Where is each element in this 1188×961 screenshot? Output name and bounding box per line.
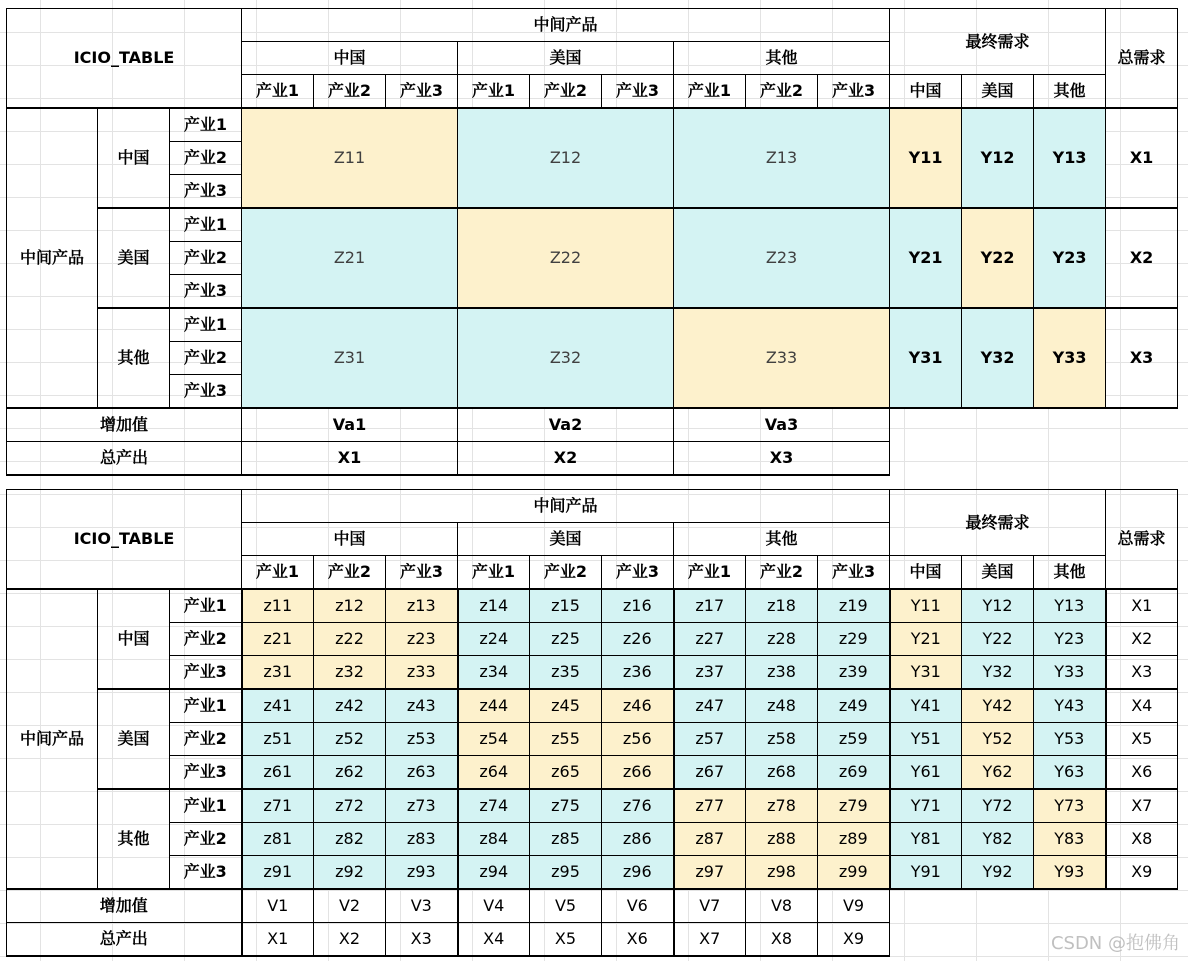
z-cell: z37 xyxy=(674,656,746,690)
industry-header: 产业2 xyxy=(746,75,818,109)
value-added-label: 增加值 xyxy=(7,408,242,442)
total-demand-header: 总需求 xyxy=(1106,490,1178,590)
total-output-label: 总产出 xyxy=(7,923,242,957)
z-cell: z31 xyxy=(242,656,314,690)
final-demand-cell: Y72 xyxy=(962,789,1034,823)
z-cell: z28 xyxy=(746,623,818,656)
value-added-cell: V4 xyxy=(458,889,530,923)
z-block: Z11 xyxy=(242,108,458,208)
z-cell: z16 xyxy=(602,589,674,623)
z-cell: z52 xyxy=(314,723,386,756)
final-demand-cell: Y91 xyxy=(890,856,962,890)
z-cell: z69 xyxy=(818,756,890,790)
total-output-cell: X4 xyxy=(458,923,530,957)
total-demand-cell: X8 xyxy=(1106,823,1178,856)
row-industry-label: 产业1 xyxy=(170,308,242,342)
final-demand-header: 最终需求 xyxy=(890,9,1106,75)
value-added-cell: V1 xyxy=(242,889,314,923)
final-demand-cell: Y62 xyxy=(962,756,1034,790)
z-cell: z68 xyxy=(746,756,818,790)
total-output-cell: X1 xyxy=(242,442,458,476)
z-cell: z33 xyxy=(386,656,458,690)
final-demand-cell: Y32 xyxy=(962,308,1034,408)
final-demand-cell: Y33 xyxy=(1034,656,1106,690)
z-cell: z24 xyxy=(458,623,530,656)
z-cell: z72 xyxy=(314,789,386,823)
z-cell: z65 xyxy=(530,756,602,790)
value-added-cell: V7 xyxy=(674,889,746,923)
final-demand-cell: Y42 xyxy=(962,689,1034,723)
final-demand-cell: Y11 xyxy=(890,589,962,623)
z-cell: z92 xyxy=(314,856,386,890)
z-cell: z18 xyxy=(746,589,818,623)
row-industry-label: 产业1 xyxy=(170,689,242,723)
z-cell: z19 xyxy=(818,589,890,623)
final-demand-cell: Y32 xyxy=(962,656,1034,690)
total-demand-cell: X2 xyxy=(1106,208,1178,308)
final-demand-cell: Y43 xyxy=(1034,689,1106,723)
row-country-label: 美国 xyxy=(98,208,170,308)
final-demand-cell: Y21 xyxy=(890,208,962,308)
z-cell: z56 xyxy=(602,723,674,756)
country-header: 美国 xyxy=(458,42,674,75)
z-cell: z97 xyxy=(674,856,746,890)
z-cell: z48 xyxy=(746,689,818,723)
z-cell: z78 xyxy=(746,789,818,823)
intermediate-header: 中间产品 xyxy=(242,490,890,523)
row-country-label: 美国 xyxy=(98,689,170,789)
z-block: Z23 xyxy=(674,208,890,308)
z-cell: z38 xyxy=(746,656,818,690)
row-industry-label: 产业3 xyxy=(170,856,242,890)
final-demand-cell: Y22 xyxy=(962,208,1034,308)
final-demand-cell: Y41 xyxy=(890,689,962,723)
final-demand-cell: Y23 xyxy=(1034,208,1106,308)
total-output-label: 总产出 xyxy=(7,442,242,476)
z-block: Z21 xyxy=(242,208,458,308)
z-cell: z96 xyxy=(602,856,674,890)
total-output-cell: X5 xyxy=(530,923,602,957)
total-demand-cell: X6 xyxy=(1106,756,1178,790)
total-output-cell: X2 xyxy=(314,923,386,957)
z-cell: z27 xyxy=(674,623,746,656)
total-demand-header: 总需求 xyxy=(1106,9,1178,109)
z-cell: z15 xyxy=(530,589,602,623)
z-cell: z36 xyxy=(602,656,674,690)
z-cell: z23 xyxy=(386,623,458,656)
final-demand-cell: Y93 xyxy=(1034,856,1106,890)
z-cell: z32 xyxy=(314,656,386,690)
z-cell: z81 xyxy=(242,823,314,856)
z-cell: z89 xyxy=(818,823,890,856)
final-demand-cell: Y21 xyxy=(890,623,962,656)
icio-detailed-table xyxy=(6,489,1178,957)
z-cell: z62 xyxy=(314,756,386,790)
z-cell: z46 xyxy=(602,689,674,723)
total-demand-cell: X3 xyxy=(1106,656,1178,690)
z-cell: z43 xyxy=(386,689,458,723)
total-output-cell: X6 xyxy=(602,923,674,957)
z-cell: z73 xyxy=(386,789,458,823)
row-country-label: 中国 xyxy=(98,589,170,689)
z-cell: z58 xyxy=(746,723,818,756)
final-demand-cell: Y82 xyxy=(962,823,1034,856)
final-demand-cell: Y73 xyxy=(1034,789,1106,823)
total-output-cell: X3 xyxy=(386,923,458,957)
z-cell: z12 xyxy=(314,589,386,623)
z-cell: z94 xyxy=(458,856,530,890)
final-demand-cell: Y23 xyxy=(1034,623,1106,656)
z-block: Z32 xyxy=(458,308,674,408)
row-industry-label: 产业1 xyxy=(170,789,242,823)
industry-header: 产业3 xyxy=(602,75,674,109)
total-output-cell: X8 xyxy=(746,923,818,957)
row-industry-label: 产业1 xyxy=(170,589,242,623)
row-country-label: 其他 xyxy=(98,308,170,408)
row-industry-label: 产业3 xyxy=(170,375,242,409)
z-cell: z44 xyxy=(458,689,530,723)
z-cell: z66 xyxy=(602,756,674,790)
final-demand-country-header: 美国 xyxy=(962,75,1034,109)
row-industry-label: 产业2 xyxy=(170,823,242,856)
industry-header: 产业1 xyxy=(242,75,314,109)
country-header: 中国 xyxy=(242,42,458,75)
z-cell: z91 xyxy=(242,856,314,890)
total-demand-cell: X4 xyxy=(1106,689,1178,723)
z-cell: z54 xyxy=(458,723,530,756)
watermark: CSDN @抱佛角 xyxy=(1050,933,1180,954)
industry-header: 产业1 xyxy=(242,556,314,590)
z-cell: z55 xyxy=(530,723,602,756)
z-cell: z41 xyxy=(242,689,314,723)
row-industry-label: 产业3 xyxy=(170,175,242,209)
value-added-cell: V8 xyxy=(746,889,818,923)
z-cell: z83 xyxy=(386,823,458,856)
row-country-label: 其他 xyxy=(98,789,170,889)
final-demand-cell: Y92 xyxy=(962,856,1034,890)
z-cell: z59 xyxy=(818,723,890,756)
industry-header: 产业2 xyxy=(530,556,602,590)
z-cell: z84 xyxy=(458,823,530,856)
z-cell: z86 xyxy=(602,823,674,856)
final-demand-country-header: 其他 xyxy=(1034,75,1106,109)
value-added-cell: V9 xyxy=(818,889,890,923)
row-industry-label: 产业3 xyxy=(170,656,242,690)
country-header: 中国 xyxy=(242,523,458,556)
z-block: Z31 xyxy=(242,308,458,408)
z-cell: z35 xyxy=(530,656,602,690)
row-group-label: 中间产品 xyxy=(7,589,98,889)
z-cell: z39 xyxy=(818,656,890,690)
total-output-cell: X9 xyxy=(818,923,890,957)
z-cell: z67 xyxy=(674,756,746,790)
row-industry-label: 产业2 xyxy=(170,142,242,175)
row-country-label: 中国 xyxy=(98,108,170,208)
industry-header: 产业1 xyxy=(458,75,530,109)
z-cell: z17 xyxy=(674,589,746,623)
industry-header: 产业1 xyxy=(674,556,746,590)
final-demand-cell: Y71 xyxy=(890,789,962,823)
total-output-cell: X7 xyxy=(674,923,746,957)
final-demand-cell: Y61 xyxy=(890,756,962,790)
row-industry-label: 产业2 xyxy=(170,623,242,656)
z-cell: z76 xyxy=(602,789,674,823)
z-cell: z25 xyxy=(530,623,602,656)
value-added-cell: V3 xyxy=(386,889,458,923)
country-header: 其他 xyxy=(674,42,890,75)
row-industry-label: 产业1 xyxy=(170,108,242,142)
total-output-cell: X2 xyxy=(458,442,674,476)
final-demand-cell: Y31 xyxy=(890,656,962,690)
final-demand-cell: Y33 xyxy=(1034,308,1106,408)
country-header: 其他 xyxy=(674,523,890,556)
z-cell: z88 xyxy=(746,823,818,856)
value-added-cell: V5 xyxy=(530,889,602,923)
z-cell: z61 xyxy=(242,756,314,790)
row-industry-label: 产业2 xyxy=(170,342,242,375)
final-demand-cell: Y11 xyxy=(890,108,962,208)
industry-header: 产业2 xyxy=(746,556,818,590)
value-added-label: 增加值 xyxy=(7,889,242,923)
final-demand-cell: Y53 xyxy=(1034,723,1106,756)
final-demand-cell: Y13 xyxy=(1034,589,1106,623)
table-title: ICIO_TABLE xyxy=(7,490,242,590)
intermediate-header: 中间产品 xyxy=(242,9,890,42)
value-added-cell: Va2 xyxy=(458,408,674,442)
final-demand-cell: Y31 xyxy=(890,308,962,408)
z-cell: z49 xyxy=(818,689,890,723)
z-cell: z82 xyxy=(314,823,386,856)
industry-header: 产业3 xyxy=(386,75,458,109)
final-demand-country-header: 其他 xyxy=(1034,556,1106,590)
z-cell: z26 xyxy=(602,623,674,656)
final-demand-cell: Y12 xyxy=(962,108,1034,208)
industry-header: 产业1 xyxy=(458,556,530,590)
country-header: 美国 xyxy=(458,523,674,556)
final-demand-cell: Y22 xyxy=(962,623,1034,656)
z-cell: z42 xyxy=(314,689,386,723)
row-industry-label: 产业3 xyxy=(170,756,242,790)
z-block: Z13 xyxy=(674,108,890,208)
final-demand-country-header: 中国 xyxy=(890,75,962,109)
z-cell: z95 xyxy=(530,856,602,890)
z-cell: z71 xyxy=(242,789,314,823)
row-industry-label: 产业3 xyxy=(170,275,242,309)
z-cell: z74 xyxy=(458,789,530,823)
table-title: ICIO_TABLE xyxy=(7,9,242,109)
z-cell: z21 xyxy=(242,623,314,656)
empty-area xyxy=(890,889,1178,923)
industry-header: 产业3 xyxy=(602,556,674,590)
total-output-cell: X3 xyxy=(674,442,890,476)
industry-header: 产业1 xyxy=(674,75,746,109)
final-demand-cell: Y13 xyxy=(1034,108,1106,208)
z-cell: z47 xyxy=(674,689,746,723)
z-cell: z79 xyxy=(818,789,890,823)
industry-header: 产业2 xyxy=(314,75,386,109)
empty-area xyxy=(890,442,1178,476)
total-demand-cell: X2 xyxy=(1106,623,1178,656)
empty-area xyxy=(890,408,1178,442)
final-demand-cell: Y12 xyxy=(962,589,1034,623)
row-group-label: 中间产品 xyxy=(7,108,98,408)
final-demand-cell: Y52 xyxy=(962,723,1034,756)
final-demand-header: 最终需求 xyxy=(890,490,1106,556)
value-added-cell: Va1 xyxy=(242,408,458,442)
value-added-cell: V2 xyxy=(314,889,386,923)
industry-header: 产业2 xyxy=(314,556,386,590)
z-cell: z22 xyxy=(314,623,386,656)
final-demand-country-header: 美国 xyxy=(962,556,1034,590)
total-demand-cell: X3 xyxy=(1106,308,1178,408)
z-cell: z29 xyxy=(818,623,890,656)
final-demand-cell: Y83 xyxy=(1034,823,1106,856)
icio-aggregate-table xyxy=(6,8,1178,476)
row-industry-label: 产业1 xyxy=(170,208,242,242)
z-block: Z12 xyxy=(458,108,674,208)
z-cell: z51 xyxy=(242,723,314,756)
final-demand-cell: Y51 xyxy=(890,723,962,756)
z-cell: z75 xyxy=(530,789,602,823)
z-block: Z33 xyxy=(674,308,890,408)
total-demand-cell: X1 xyxy=(1106,589,1178,623)
value-added-cell: Va3 xyxy=(674,408,890,442)
z-cell: z11 xyxy=(242,589,314,623)
total-demand-cell: X9 xyxy=(1106,856,1178,890)
z-cell: z87 xyxy=(674,823,746,856)
z-cell: z93 xyxy=(386,856,458,890)
final-demand-country-header: 中国 xyxy=(890,556,962,590)
final-demand-cell: Y63 xyxy=(1034,756,1106,790)
z-block: Z22 xyxy=(458,208,674,308)
z-cell: z34 xyxy=(458,656,530,690)
z-cell: z63 xyxy=(386,756,458,790)
industry-header: 产业3 xyxy=(818,75,890,109)
industry-header: 产业3 xyxy=(386,556,458,590)
industry-header: 产业3 xyxy=(818,556,890,590)
z-cell: z53 xyxy=(386,723,458,756)
row-industry-label: 产业2 xyxy=(170,723,242,756)
z-cell: z13 xyxy=(386,589,458,623)
z-cell: z45 xyxy=(530,689,602,723)
total-demand-cell: X5 xyxy=(1106,723,1178,756)
z-cell: z64 xyxy=(458,756,530,790)
z-cell: z77 xyxy=(674,789,746,823)
z-cell: z14 xyxy=(458,589,530,623)
z-cell: z99 xyxy=(818,856,890,890)
total-demand-cell: X1 xyxy=(1106,108,1178,208)
total-output-cell: X1 xyxy=(242,923,314,957)
row-industry-label: 产业2 xyxy=(170,242,242,275)
final-demand-cell: Y81 xyxy=(890,823,962,856)
z-cell: z85 xyxy=(530,823,602,856)
total-demand-cell: X7 xyxy=(1106,789,1178,823)
z-cell: z57 xyxy=(674,723,746,756)
value-added-cell: V6 xyxy=(602,889,674,923)
industry-header: 产业2 xyxy=(530,75,602,109)
z-cell: z98 xyxy=(746,856,818,890)
